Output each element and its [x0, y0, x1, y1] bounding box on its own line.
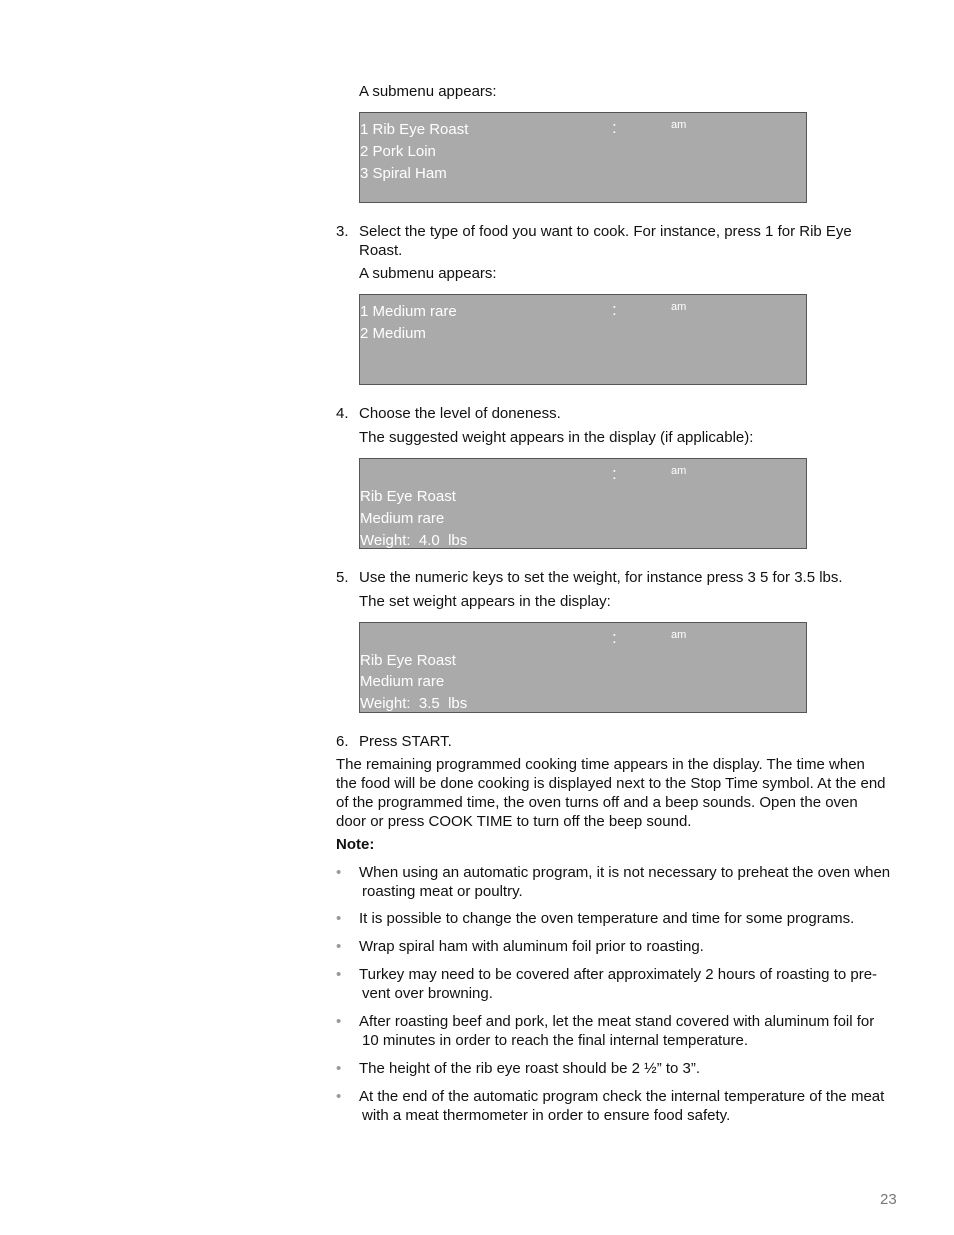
bullet-icon: • — [336, 910, 342, 927]
note-line: After roasting beef and pork, let the meat stand covered with aluminum foil for — [359, 1013, 875, 1030]
step-3 — [336, 222, 896, 292]
display-line: Weight: 3.5 lbs — [360, 695, 468, 712]
note-line: Wrap spiral ham with aluminum foil prior to roasting. — [359, 938, 704, 955]
display-line: Medium rare — [360, 673, 445, 690]
display-line: 1 Rib Eye Roast — [360, 121, 469, 138]
step-subtext: A submenu appears: — [359, 265, 497, 282]
clock-ampm: am — [671, 301, 687, 313]
step-subtext: The suggested weight appears in the display (if applicable): — [359, 429, 754, 446]
note-line: The height of the rib eye roast should be 2 ½” to 3”. — [359, 1060, 701, 1077]
display-line: Rib Eye Roast — [360, 652, 456, 669]
note-text — [359, 1059, 899, 1078]
display-line: 3 Spiral Ham — [360, 165, 447, 182]
note-line: vent over browning. — [362, 985, 493, 1002]
paragraph-line: door or press COOK TIME to turn off the beep sound. — [336, 813, 692, 830]
paragraph-line: of the programmed time, the oven turns off and a beep sounds. Open the oven — [336, 794, 858, 811]
step-text: Select the type of food you want to cook. For instance, press 1 for Rib Eye — [359, 223, 852, 240]
bullet-icon: • — [336, 1060, 342, 1077]
note-text — [359, 965, 899, 1003]
step-text: Press START. — [359, 733, 452, 750]
note-line: At the end of the automatic program check the internal temperature of the meat — [359, 1088, 885, 1105]
clock-ampm: am — [671, 629, 687, 641]
oven-display-suggested-weight — [359, 458, 807, 549]
step-number: 6. — [336, 733, 349, 750]
note-line: with a meat thermometer in order to ensure food safety. — [362, 1107, 731, 1124]
step-5 — [336, 568, 896, 618]
note-title: Note: — [336, 836, 375, 853]
note-line: It is possible to change the oven temperature and time for some programs. — [359, 910, 855, 927]
paragraph-line: the food will be done cooking is displayed next to the Stop Time symbol. At the end — [336, 775, 886, 792]
step-4 — [336, 404, 896, 454]
step-number: 3. — [336, 223, 349, 240]
display-line: Medium rare — [360, 510, 445, 527]
display-line: Rib Eye Roast — [360, 488, 456, 505]
note-text — [359, 1012, 899, 1050]
step-text: Use the numeric keys to set the weight, for instance press 3 5 for 3.5 lbs. — [359, 569, 843, 586]
bullet-icon: • — [336, 1013, 342, 1030]
step-subtext: The set weight appears in the display: — [359, 593, 611, 610]
bullet-icon: • — [336, 966, 342, 983]
step-number: 4. — [336, 405, 349, 422]
note-line: Turkey may need to be covered after approximately 2 hours of roasting to pre- — [359, 966, 878, 983]
clock-colon: : — [612, 464, 617, 483]
step-text: Choose the level of doneness. — [359, 405, 561, 422]
display-line: 1 Medium rare — [360, 303, 457, 320]
clock-colon: : — [612, 118, 617, 137]
clock-colon: : — [612, 628, 617, 647]
clock-colon: : — [612, 300, 617, 319]
display-line: 2 Pork Loin — [360, 143, 436, 160]
bullet-icon: • — [336, 938, 342, 955]
note-line: 10 minutes in order to reach the final internal temperature. — [362, 1032, 749, 1049]
oven-display-set-weight — [359, 622, 807, 713]
note-text — [359, 1087, 899, 1125]
step-number: 5. — [336, 569, 349, 586]
step-text: Roast. — [359, 242, 403, 259]
display-line: Weight: 4.0 lbs — [360, 532, 468, 549]
intro-text: A submenu appears: — [359, 83, 497, 100]
oven-display-food-menu — [359, 112, 807, 203]
page-number: 23 — [880, 1191, 897, 1208]
note-text — [359, 909, 899, 928]
oven-display-doneness-menu — [359, 294, 807, 385]
bullet-icon: • — [336, 1088, 342, 1105]
note-text — [359, 937, 899, 956]
note-line: When using an automatic program, it is not necessary to preheat the oven when — [359, 864, 891, 881]
note-line: roasting meat or poultry. — [362, 883, 523, 900]
bullet-icon: • — [336, 864, 342, 881]
step-6 — [336, 732, 896, 752]
clock-ampm: am — [671, 465, 687, 477]
note-text — [359, 863, 899, 901]
paragraph-line: The remaining programmed cooking time appears in the display. The time when — [336, 756, 865, 773]
clock-ampm: am — [671, 119, 687, 131]
display-line: 2 Medium — [360, 325, 426, 342]
instructions-paragraph — [336, 755, 898, 831]
